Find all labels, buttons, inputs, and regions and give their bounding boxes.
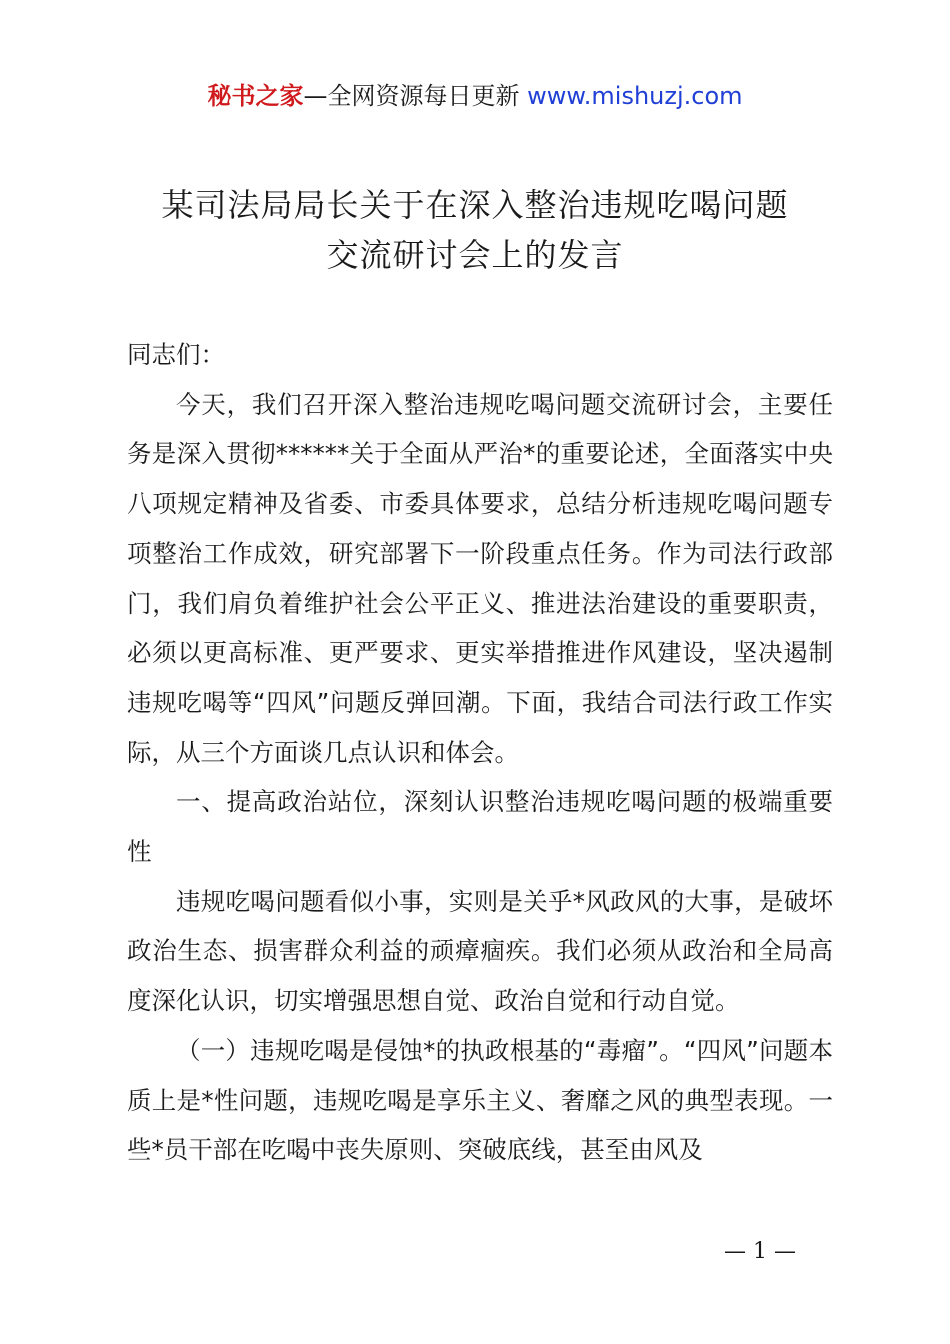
salutation: 同志们：	[127, 340, 225, 369]
section-heading: 一、提高政治站位，深刻认识整治违规吃喝问题的极端重要性	[127, 787, 833, 867]
paragraph: 今天，我们召开深入整治违规吃喝问题交流研讨会，主要任务是深入贯彻******关于全面从严治*的重要论述，全面落实中央八项规定精神及省委、市委具体要求，总结分析违规吃喝问题专项整治工作成效，研究部署下一阶段重点任务。作为司法行政部门，我们肩负着维护社会公平正义、推进法治建设的重要职责，必须以更高标准、更严要求、更实举措推进作风建设，坚决遏制违规吃喝等“四风”问题反弹回潮。下面，我结合司法行政工作实际，从三个方面谈几点认识和体会。	[127, 389, 833, 767]
site-header	[0, 80, 950, 112]
document-title	[60, 180, 890, 280]
site-tagline: —全网资源每日更新	[303, 82, 528, 110]
paragraph: （一）违规吃喝是侵蚀*的执政根基的“毒瘤”。“四风”问题本质上是*性问题，违规吃喝是享乐主义、奢靡之风的典型表现。一些*员干部在吃喝中丧失原则、突破底线，甚至由风及	[127, 1035, 833, 1165]
paragraph: 违规吃喝问题看似小事，实则是关乎*风政风的大事，是破坏政治生态、损害群众利益的顽瘴痼疾。我们必须从政治和全局高度深化认识，切实增强思想自觉、政治自觉和行动自觉。	[127, 886, 833, 1016]
document-body	[127, 330, 833, 1175]
site-url-link[interactable]: www.mishuzj.com	[527, 82, 743, 110]
title-line-2: 交流研讨会上的发言	[326, 236, 624, 274]
site-brand: 秘书之家	[207, 82, 304, 110]
title-line-1: 某司法局局长关于在深入整治违规吃喝问题	[161, 186, 789, 224]
page-number: — 1 —	[724, 1239, 796, 1264]
